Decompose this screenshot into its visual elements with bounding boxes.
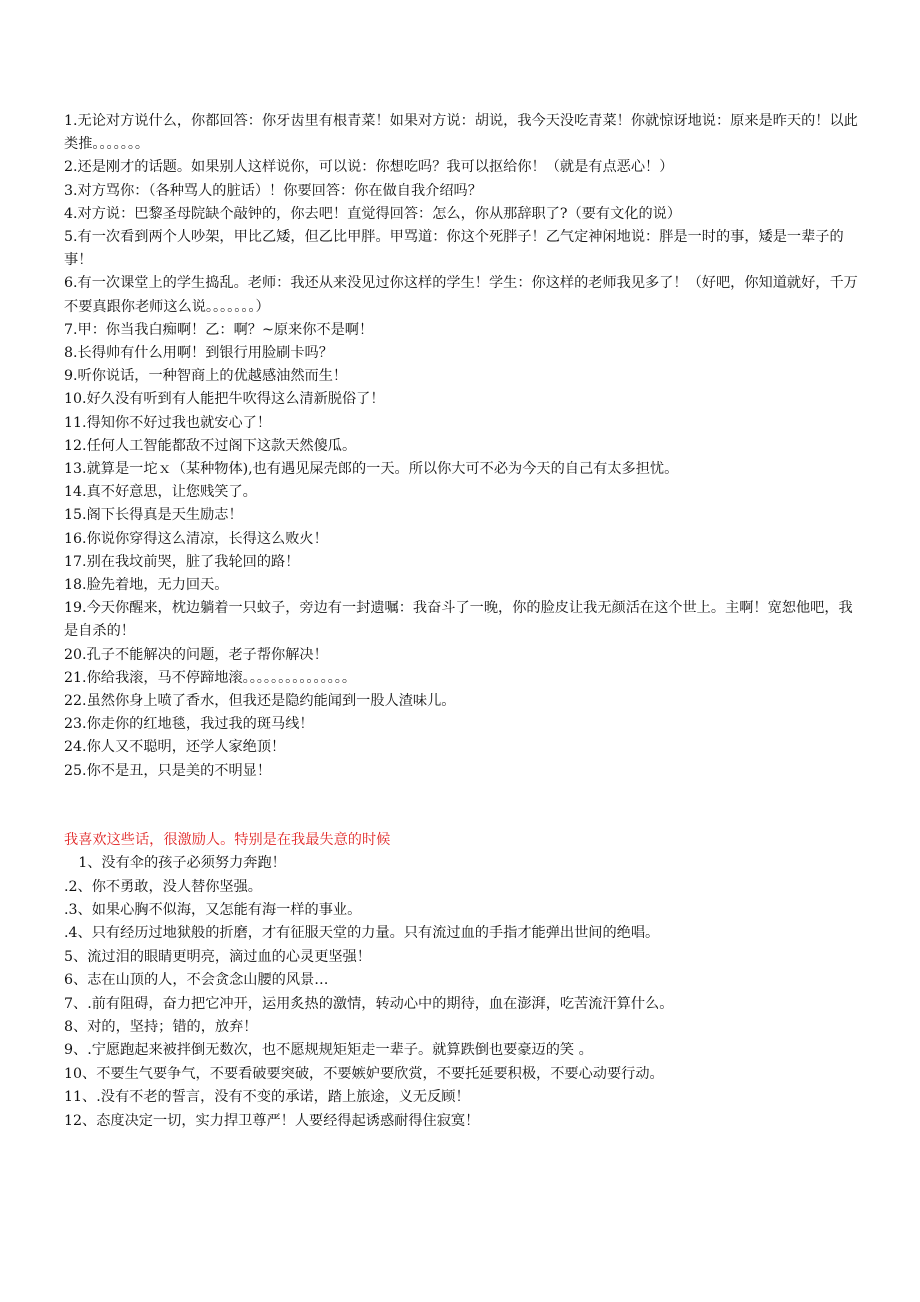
list-item: 10.好久没有听到有人能把牛吹得这么清新脱俗了！ bbox=[64, 391, 385, 408]
list-item: 1、没有伞的孩子必须努力奔跑！ bbox=[64, 855, 286, 872]
list-item: 23.你走你的红地毯，我过我的斑马线！ bbox=[64, 716, 314, 733]
list-item: 7、.前有阻碍，奋力把它冲开，运用炙热的激情，转动心中的期待，血在澎湃，吃苦流汗算什么。 bbox=[64, 995, 674, 1012]
list-item: .2、你不勇敢，没人替你坚强。 bbox=[64, 878, 262, 895]
list-item: 5、流过泪的眼睛更明亮，滴过血的心灵更坚强！ bbox=[64, 948, 371, 965]
list-item: 8.长得帅有什么用啊！到银行用脸刷卡吗？ bbox=[64, 345, 333, 362]
document-page bbox=[64, 110, 864, 1133]
section-heading: 我喜欢这些话，很激励人。特别是在我最失意的时候 bbox=[64, 831, 391, 848]
list-item: 1.无论对方说什么，你都回答：你牙齿里有根青菜！如果对方说：胡说，我今天没吃青菜！你就惊讶地说：原来是昨天的！以此类推。。。。。。。 bbox=[64, 113, 858, 153]
list-item: 11.得知你不好过我也就安心了！ bbox=[64, 414, 272, 431]
list-item: 16.你说你穿得这么清凉，长得这么败火！ bbox=[64, 530, 328, 547]
list-item: 10、不要生气要争气，不要看破要突破，不要嫉妒要欣赏，不要托延要积极，不要心动要行动。 bbox=[64, 1065, 664, 1082]
insult-list bbox=[64, 110, 864, 783]
list-item: 14.真不好意思，让您贱笑了。 bbox=[64, 484, 257, 501]
list-item: 18.脸先着地，无力回天。 bbox=[64, 577, 229, 594]
list-item: 17.别在我坟前哭，脏了我轮回的路！ bbox=[64, 553, 300, 570]
list-item: .4、只有经历过地狱般的折磨，才有征服天堂的力量。只有流过血的手指才能弹出世间的绝唱。 bbox=[64, 925, 660, 942]
list-item: 4.对方说：巴黎圣母院缺个敲钟的，你去吧！直觉得回答：怎么，你从那辞职了?（要有文化的说） bbox=[64, 205, 682, 222]
list-item: 12.任何人工智能都敌不过阁下这款天然傻瓜。 bbox=[64, 437, 357, 454]
list-item: 11、.没有不老的誓言，没有不变的承诺，踏上旅途，义无反顾！ bbox=[64, 1089, 470, 1106]
list-item: 20.孔子不能解决的问题，老子帮你解决！ bbox=[64, 646, 328, 663]
section-spacer bbox=[64, 783, 864, 829]
list-item: 13.就算是一坨ｘ（某种物体),也有遇见屎壳郎的一天。所以你大可不必为今天的自己有太多担忧。 bbox=[64, 461, 679, 478]
list-item: 6.有一次课堂上的学生捣乱。老师：我还从来没见过你这样的学生！学生：你这样的老师我见多了！（好吧，你知道就好，千万不要真跟你老师这么说。。。。。。。） bbox=[64, 275, 858, 315]
list-item: 22.虽然你身上喷了香水，但我还是隐约能闻到一股人渣味儿。 bbox=[64, 693, 456, 710]
list-item: 12、态度决定一切，实力捍卫尊严！人要经得起诱惑耐得住寂寞！ bbox=[64, 1112, 480, 1129]
list-item: 5.有一次看到两个人吵架，甲比乙矮，但乙比甲胖。甲骂道：你这个死胖子！乙气定神闲地说：胖是一时的事，矮是一辈子的事！ bbox=[64, 229, 844, 269]
list-item: 9、.宁愿跑起来被拌倒无数次，也不愿规规矩矩走一辈子。就算跌倒也要豪迈的笑 。 bbox=[64, 1042, 593, 1059]
list-item: 25.你不是丑，只是美的不明显！ bbox=[64, 762, 272, 779]
list-item: 21.你给我滚，马不停蹄地滚。。。。。。。。。。。。。。。 bbox=[64, 669, 357, 686]
list-item: 19.今天你醒来，枕边躺着一只蚊子，旁边有一封遗嘱：我奋斗了一晚，你的脸皮让我无颜活在这个世上。主啊！宽恕他吧，我是自杀的！ bbox=[64, 600, 853, 640]
list-item: 9.听你说话，一种智商上的优越感油然而生！ bbox=[64, 368, 348, 385]
list-item: 7.甲：你当我白痴啊！乙：啊？~原来你不是啊！ bbox=[64, 321, 374, 338]
motivation-section bbox=[64, 829, 864, 1133]
list-item: 6、志在山顶的人，不会贪念山腰的风景… bbox=[64, 972, 329, 989]
list-item: 8、对的，坚持；错的，放弃！ bbox=[64, 1018, 258, 1035]
list-item: .3、如果心胸不似海，又怎能有海一样的事业。 bbox=[64, 901, 362, 918]
list-item: 3.对方骂你：（各种骂人的脏话）！你要回答：你在做自我介绍吗？ bbox=[64, 182, 482, 199]
list-item: 15.阁下长得真是天生励志！ bbox=[64, 507, 243, 524]
list-item: 2.还是刚才的话题。如果别人这样说你，可以说：你想吃吗？我可以抠给你！（就是有点恶心！） bbox=[64, 159, 674, 176]
list-item: 24.你人又不聪明，还学人家绝顶！ bbox=[64, 739, 286, 756]
